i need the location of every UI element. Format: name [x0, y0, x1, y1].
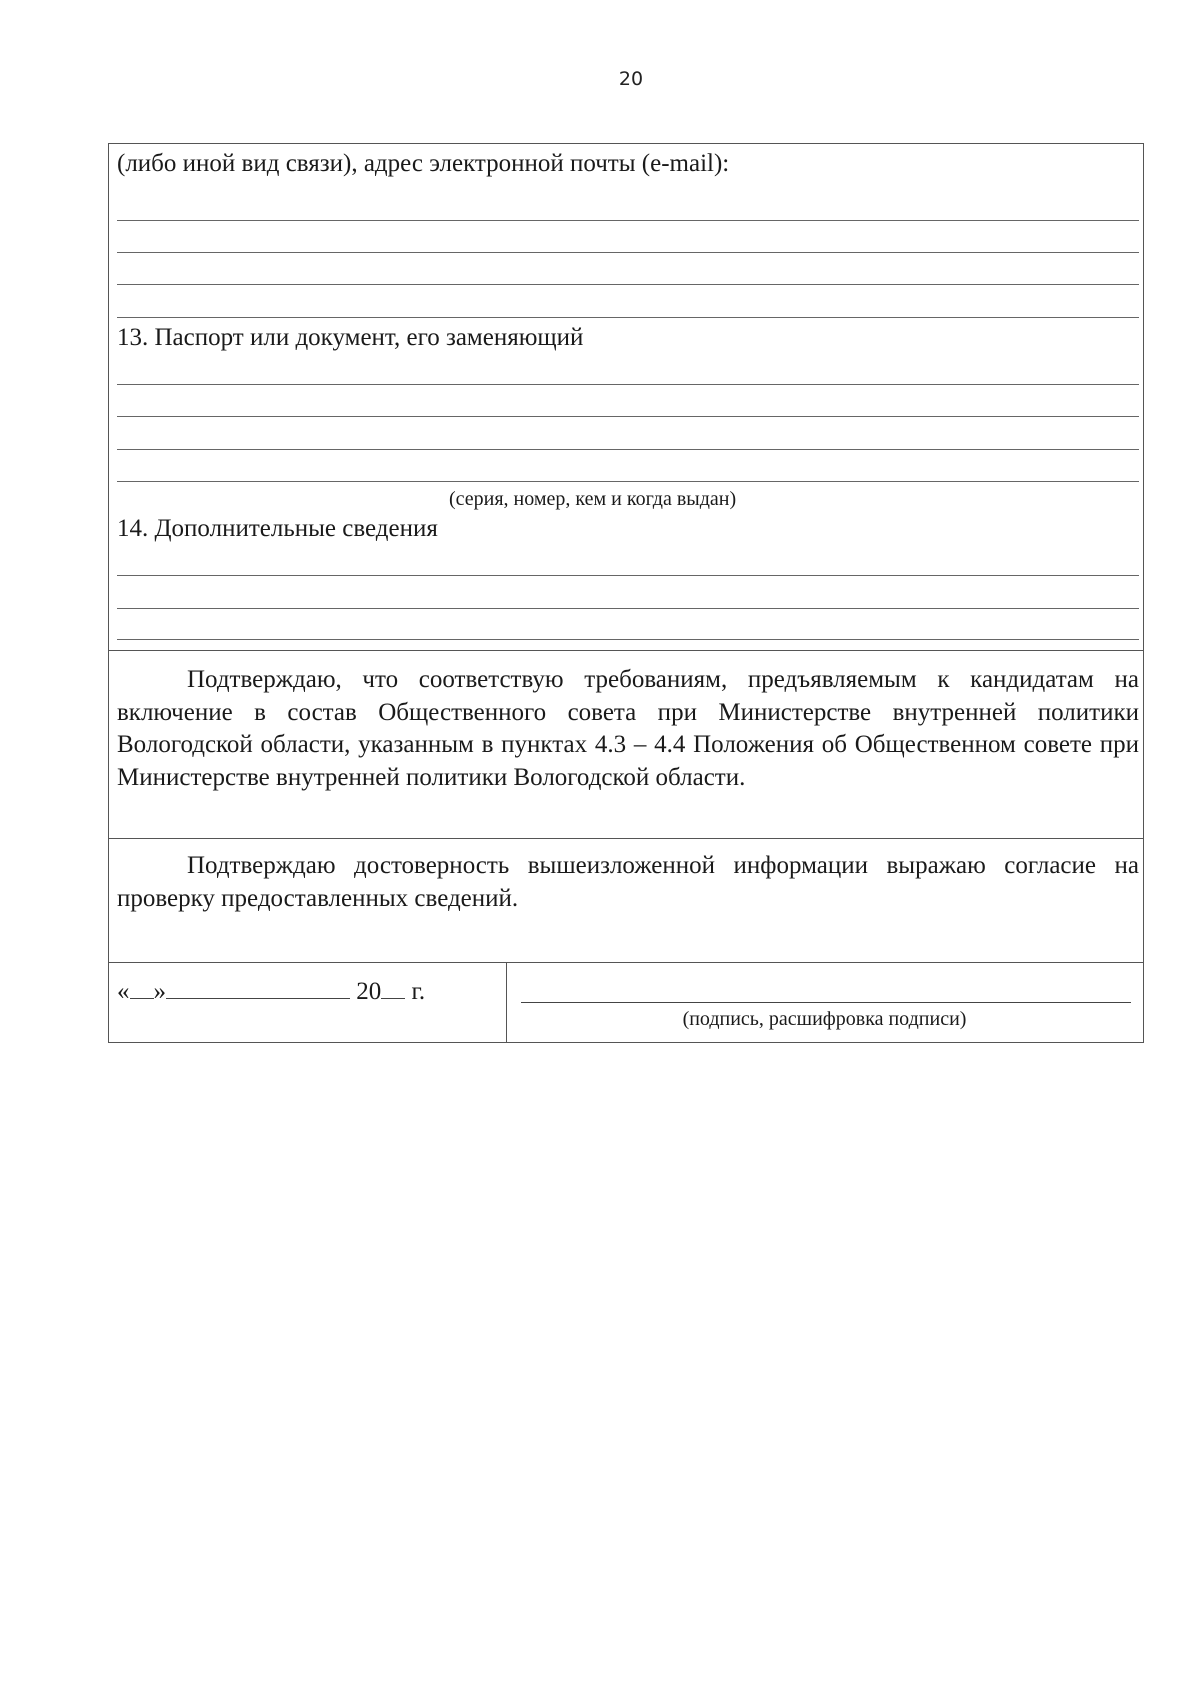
contacts-answer-line[interactable] — [117, 284, 1139, 285]
year-prefix: 20 — [356, 978, 382, 1005]
passport-answer-line[interactable] — [117, 481, 1139, 482]
accuracy-confirmation-text: Подтверждаю достоверность вышеизложенной информации выражаю согласие на проверку предоставленных сведений. — [117, 852, 1139, 912]
contacts-answer-line[interactable] — [117, 220, 1139, 221]
additional-info-answer-line[interactable] — [117, 639, 1139, 640]
month-blank[interactable] — [166, 997, 350, 999]
page-number: 20 — [618, 68, 644, 90]
date-field[interactable] — [117, 978, 425, 1006]
date-open-quote: « — [117, 978, 130, 1005]
contacts-answer-line[interactable] — [117, 252, 1139, 253]
additional-info-answer-line[interactable] — [117, 608, 1139, 609]
additional-info-answer-line[interactable] — [117, 575, 1139, 576]
contacts-label: (либо иной вид связи), адрес электронной почты (e-mail): — [117, 150, 730, 177]
requirements-confirmation-text: Подтверждаю, что соответствую требованиям, предъявляемым к кандидатам на включение в состав Общественного совета при Министерстве внутренней политики Вологодской области, указанным в пунктах 4.3 – 4.4 Положения об Общественном совете при Министерстве внутренней политики Вологодской области. — [117, 666, 1139, 791]
passport-answer-line[interactable] — [117, 384, 1139, 385]
date-close-quote: » — [153, 978, 166, 1005]
section-divider — [109, 962, 1143, 963]
contacts-answer-line[interactable] — [117, 317, 1139, 318]
signature-hint: (подпись, расшифровка подписи) — [682, 1008, 967, 1030]
application-form-table — [108, 143, 1144, 1043]
year-suffix: г. — [411, 978, 426, 1005]
section-divider — [109, 838, 1143, 839]
additional-info-label: 14. Дополнительные сведения — [117, 515, 438, 542]
year-blank[interactable] — [381, 997, 405, 999]
passport-hint: (серия, номер, кем и когда выдан) — [449, 488, 737, 510]
passport-answer-line[interactable] — [117, 416, 1139, 417]
signature-line[interactable] — [521, 1002, 1131, 1003]
day-blank[interactable] — [130, 997, 154, 999]
passport-label: 13. Паспорт или документ, его заменяющий — [117, 324, 584, 351]
passport-answer-line[interactable] — [117, 449, 1139, 450]
section-divider — [109, 650, 1143, 651]
